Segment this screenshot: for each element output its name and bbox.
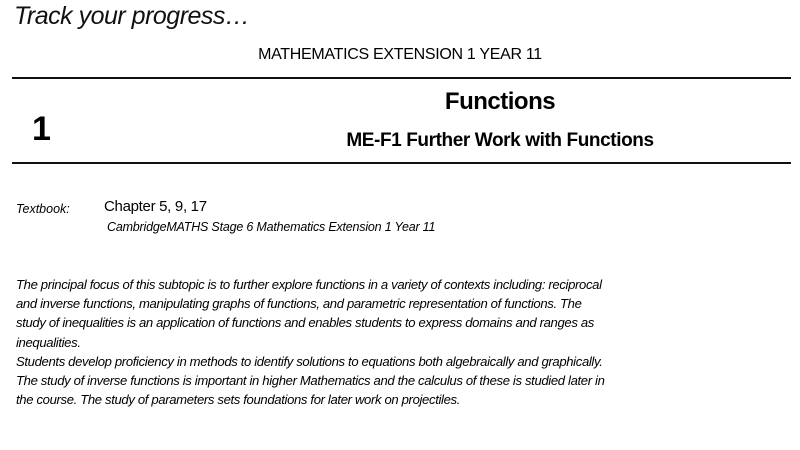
- track-progress-heading: Track your progress…: [14, 2, 250, 30]
- description-line: the course. The study of parameters sets foundations for later work on projectiles.: [16, 392, 461, 408]
- description-line: The study of inverse functions is important in higher Mathematics and the calculus of these is studied later in: [16, 373, 605, 389]
- description-line: The principal focus of this subtopic is to further explore functions in a variety of contexts including: reciprocal: [16, 277, 602, 292]
- description-line: inequalities.: [16, 334, 81, 350]
- description: [16, 275, 605, 409]
- textbook-title: CambridgeMATHS Stage 6 Mathematics Extension 1 Year 11: [107, 220, 436, 234]
- topic-title: Functions: [444, 88, 556, 115]
- top-divider: [12, 77, 791, 79]
- bottom-divider: [12, 162, 791, 164]
- description-line: and inverse functions, manipulating graphs of functions, and parametric representation of functions. The: [16, 296, 582, 312]
- course-title: MATHEMATICS EXTENSION 1 YEAR 11: [258, 46, 542, 63]
- textbook-chapters: Chapter 5, 9, 17: [104, 198, 207, 215]
- description-line: study of inequalities is an application of functions and enables students to express domains and ranges as: [16, 315, 594, 331]
- topic-number: 1: [32, 110, 51, 148]
- topic-subtitle: ME-F1 Further Work with Functions: [346, 130, 654, 151]
- description-line: Students develop proficiency in methods to identify solutions to equations both algebraically and graphically.: [16, 353, 603, 369]
- textbook-label: Textbook:: [16, 202, 70, 216]
